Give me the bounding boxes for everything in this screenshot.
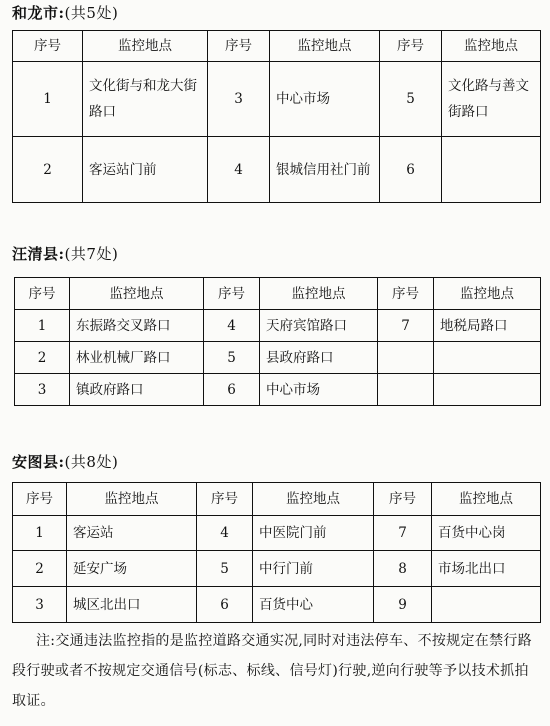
number-cell: 4 (197, 516, 253, 551)
number-cell: 5 (197, 551, 253, 587)
number-cell (378, 342, 434, 374)
number-cell: 7 (374, 516, 432, 551)
location-cell: 延安广场 (67, 551, 197, 587)
location-cell: 镇政府路口 (70, 374, 204, 406)
location-cell: 文化路与善文街路口 (442, 62, 541, 137)
location-cell: 中行门前 (253, 551, 374, 587)
number-cell: 5 (204, 342, 260, 374)
number-cell: 3 (208, 62, 270, 137)
location-cell (434, 374, 541, 406)
number-cell: 1 (13, 516, 67, 551)
header-cell: 监控地点 (434, 278, 541, 310)
number-cell: 9 (374, 587, 432, 623)
number-cell: 7 (378, 310, 434, 342)
location-cell: 东振路交叉路口 (70, 310, 204, 342)
section-title: 和龙市: (12, 4, 65, 22)
section-count: (共7处) (64, 245, 119, 263)
location-cell: 客运站门前 (83, 137, 208, 203)
table-row (13, 516, 541, 551)
table-row (13, 587, 541, 623)
header-cell: 序号 (208, 31, 270, 62)
location-cell: 中心市场 (270, 62, 380, 137)
header-cell: 监控地点 (67, 483, 197, 516)
section-table (12, 30, 541, 203)
location-cell: 市场北出口 (432, 551, 541, 587)
number-cell: 2 (13, 137, 83, 203)
location-cell: 文化街与和龙大街路口 (83, 62, 208, 137)
number-cell: 8 (374, 551, 432, 587)
location-cell: 城区北出口 (67, 587, 197, 623)
location-cell: 百货中心 (253, 587, 374, 623)
header-cell: 监控地点 (270, 31, 380, 62)
number-cell: 4 (208, 137, 270, 203)
header-cell: 序号 (197, 483, 253, 516)
table-header-row (13, 483, 541, 516)
header-cell: 监控地点 (83, 31, 208, 62)
number-cell: 2 (13, 551, 67, 587)
table-header-row (13, 31, 541, 62)
footnote (12, 626, 540, 716)
number-cell (378, 374, 434, 406)
header-cell: 监控地点 (442, 31, 541, 62)
location-cell (434, 342, 541, 374)
section-table (14, 277, 541, 406)
number-cell: 6 (380, 137, 442, 203)
footnote-text: 注:交通违法监控指的是监控道路交通实况,同时对违法停车、不按规定在禁行路段行驶或者不按规定交通信号(标志、标线、信号灯)行驶,逆向行驶等予以技术抓拍取证。 (12, 633, 532, 709)
location-cell: 客运站 (67, 516, 197, 551)
header-cell: 序号 (378, 278, 434, 310)
number-cell: 1 (13, 62, 83, 137)
number-cell: 6 (204, 374, 260, 406)
table-row (15, 342, 541, 374)
table-row (15, 374, 541, 406)
header-cell: 监控地点 (260, 278, 378, 310)
header-cell: 序号 (15, 278, 70, 310)
section-title: 汪清县: (12, 245, 65, 263)
location-cell (442, 137, 541, 203)
header-cell: 序号 (13, 31, 83, 62)
header-cell: 序号 (13, 483, 67, 516)
location-cell: 中医院门前 (253, 516, 374, 551)
section-title: 安图县: (12, 453, 65, 471)
table-header-row (15, 278, 541, 310)
header-cell: 监控地点 (432, 483, 541, 516)
header-cell: 序号 (204, 278, 260, 310)
section-heading (12, 451, 118, 472)
location-cell: 天府宾馆路口 (260, 310, 378, 342)
number-cell: 2 (15, 342, 70, 374)
header-cell: 监控地点 (70, 278, 204, 310)
location-cell: 地税局路口 (434, 310, 541, 342)
table-row (15, 310, 541, 342)
location-cell: 县政府路口 (260, 342, 378, 374)
number-cell: 3 (15, 374, 70, 406)
location-cell: 百货中心岗 (432, 516, 541, 551)
location-cell: 银城信用社门前 (270, 137, 380, 203)
number-cell: 6 (197, 587, 253, 623)
section-count: (共5处) (64, 4, 119, 22)
section-heading (12, 243, 118, 264)
section-heading (12, 2, 118, 23)
section-table (12, 482, 541, 623)
number-cell: 1 (15, 310, 70, 342)
table-row (13, 62, 541, 137)
location-cell: 中心市场 (260, 374, 378, 406)
number-cell: 3 (13, 587, 67, 623)
location-cell (432, 587, 541, 623)
number-cell: 5 (380, 62, 442, 137)
header-cell: 监控地点 (253, 483, 374, 516)
location-cell: 林业机械厂路口 (70, 342, 204, 374)
section-count: (共8处) (64, 453, 119, 471)
table-row (13, 551, 541, 587)
number-cell: 4 (204, 310, 260, 342)
header-cell: 序号 (380, 31, 442, 62)
header-cell: 序号 (374, 483, 432, 516)
table-row (13, 137, 541, 203)
